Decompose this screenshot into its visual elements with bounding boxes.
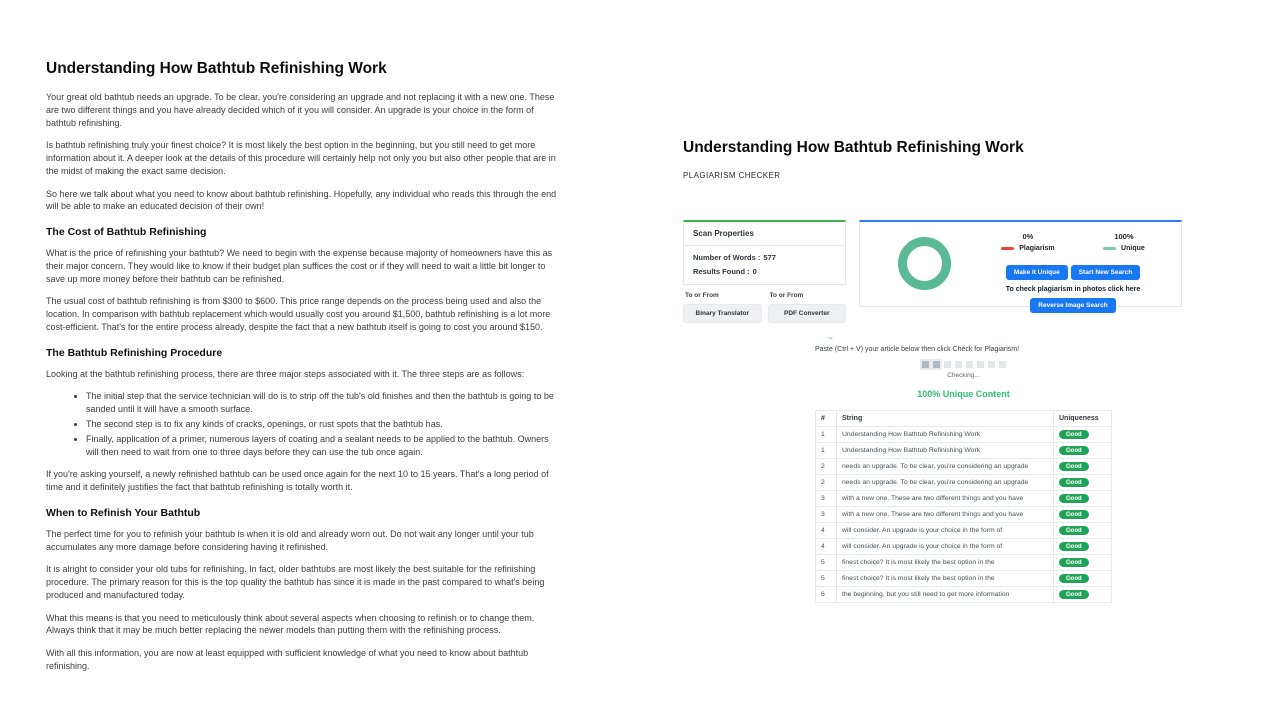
row-string: will consider. An upgrade is your choice in the form of <box>837 539 1054 555</box>
unique-stat <box>1103 232 1145 252</box>
row-number: 5 <box>816 571 837 587</box>
scan-properties-card <box>683 220 846 285</box>
table-row <box>816 523 1112 539</box>
results-table <box>815 410 1112 603</box>
plagiarism-stat <box>1001 232 1054 252</box>
bullet-item: • Finally, application of a primer, numerous layers of coating and a sealant needs to be applied to the bathtub. Owners will then need to wait from one to three days before they can use the tub once again. <box>86 433 560 459</box>
row-number: 3 <box>816 507 837 523</box>
results-detail <box>977 230 1169 309</box>
word-count-value: 577 <box>763 253 776 262</box>
plagiarism-dash-icon <box>1001 247 1014 250</box>
binary-translator-group <box>683 289 762 323</box>
row-number: 2 <box>816 475 837 491</box>
unique-label: Unique <box>1121 245 1145 252</box>
unique-dash-icon <box>1103 247 1116 250</box>
row-uniqueness-cell <box>1054 571 1112 587</box>
progress-square <box>988 361 995 368</box>
paragraph: What is the price of refinishing your bathtub? We need to begin with the expense because majority of homeowners have this as their major concern. They would like to know if their budget plan suffices the cost or if they will need to wait a little bit longer to save up more money before their bathtub can be refinished. <box>46 248 553 284</box>
row-uniqueness-cell <box>1054 555 1112 571</box>
to-or-from-label-left: To or From <box>685 292 719 299</box>
section-heading: The Bathtub Refinishing Procedure <box>46 346 223 359</box>
results-found-label: Results Found : <box>693 267 750 276</box>
header-uniqueness: Uniqueness <box>1054 411 1112 427</box>
bullet-list <box>46 390 560 458</box>
uniqueness-badge: Good <box>1059 462 1089 471</box>
table-row <box>816 571 1112 587</box>
header-string: String <box>837 411 1054 427</box>
results-legend <box>977 232 1169 252</box>
table-row <box>816 507 1112 523</box>
table-row <box>816 443 1112 459</box>
progress-square <box>922 361 929 368</box>
pdf-converter-group <box>768 289 847 323</box>
results-table-body <box>816 427 1112 603</box>
plagiarism-label-row <box>1001 245 1054 252</box>
progress-square <box>955 361 962 368</box>
table-row <box>816 539 1112 555</box>
results-card <box>859 220 1182 307</box>
report-section <box>815 335 1112 603</box>
paragraph: It is alright to consider your old tubs for refinishing. In fact, older bathtubs are most likely the best suitable for the refinishing procedure. The primary reason for this is the top quality the bathtub has since it is made in the past compared to what's being produced and manufactured today. <box>46 564 545 600</box>
to-or-from-label-right: To or From <box>769 292 804 299</box>
table-row <box>816 491 1112 507</box>
uniqueness-badge: Good <box>1059 446 1089 455</box>
bullet-item: • The second step is to fix any kinds of cracks, openings, or rust spots that the bathtub has. <box>86 418 560 431</box>
unique-label-row <box>1103 245 1145 252</box>
row-string: finest choice? It is most likely the best option in the <box>837 555 1054 571</box>
word-count-label: Number of Words : <box>693 253 761 262</box>
progress-square <box>933 361 940 368</box>
converter-tools-row <box>683 289 846 323</box>
uniqueness-badge: Good <box>1059 590 1089 599</box>
table-row <box>816 459 1112 475</box>
row-uniqueness-cell <box>1054 491 1112 507</box>
progress-square <box>999 361 1006 368</box>
row-number: 1 <box>816 427 837 443</box>
progress-square <box>977 361 984 368</box>
bullet-item: • The initial step that the service technician will do is to strip off the tub's old finishes and then the bathtub is going to be sanded until it will have a smooth surface. <box>86 390 560 416</box>
unique-content-verdict: 100% Unique Content <box>917 389 1010 399</box>
paste-hint-icon: ~ <box>828 334 833 343</box>
checking-status: Checking... <box>947 372 980 379</box>
row-string: needs an upgrade. To be clear, you're considering an upgrade <box>837 475 1054 491</box>
table-header-row <box>816 411 1112 427</box>
uniqueness-badge: Good <box>1059 494 1089 503</box>
row-uniqueness-cell <box>1054 507 1112 523</box>
row-uniqueness-cell <box>1054 427 1112 443</box>
row-string: finest choice? It is most likely the best option in the <box>837 571 1054 587</box>
plagiarism-label: Plagiarism <box>1019 245 1055 252</box>
row-number: 5 <box>816 555 837 571</box>
donut-wrap <box>872 230 977 296</box>
row-number: 4 <box>816 539 837 555</box>
row-string: needs an upgrade. To be clear, you're considering an upgrade <box>837 459 1054 475</box>
summary-cards-row <box>683 220 1213 323</box>
binary-translator-button[interactable]: Binary Translator <box>683 304 762 323</box>
row-number: 2 <box>816 459 837 475</box>
uniqueness-badge: Good <box>1059 558 1089 567</box>
scan-properties-heading: Scan Properties <box>684 222 845 246</box>
checker-subtitle: PLAGIARISM CHECKER <box>683 171 781 180</box>
uniqueness-badge: Good <box>1059 526 1089 535</box>
paste-instruction: Paste (Ctrl + V) your article below then click Check for Plagiarism! <box>815 346 1020 353</box>
uniqueness-badge: Good <box>1059 430 1089 439</box>
paragraph: Your great old bathtub needs an upgrade. To be clear, you're considering an upgrade and not replacing it with a new one. These are two different things and you have already decided which of it you will consider. An upgrade is your choice in the form of bathtub refinishing. <box>46 92 555 128</box>
uniqueness-badge: Good <box>1059 542 1089 551</box>
row-string: with a new one. These are two different things and you have <box>837 491 1054 507</box>
row-number: 1 <box>816 443 837 459</box>
row-number: 3 <box>816 491 837 507</box>
section-heading: When to Refinish Your Bathtub <box>46 506 201 519</box>
row-uniqueness-cell <box>1054 587 1112 603</box>
progress-square <box>966 361 973 368</box>
pdf-converter-button[interactable]: PDF Converter <box>768 304 847 323</box>
row-number: 6 <box>816 587 837 603</box>
document-body <box>46 91 560 673</box>
scan-properties-column <box>683 220 846 323</box>
uniqueness-badge: Good <box>1059 478 1089 487</box>
progress-bar <box>815 361 1112 368</box>
unique-value: 100% <box>1114 232 1134 241</box>
section-heading: The Cost of Bathtub Refinishing <box>46 226 207 239</box>
row-string: Understanding How Bathtub Refinishing Work <box>837 427 1054 443</box>
results-table-head <box>816 411 1112 427</box>
row-uniqueness-cell <box>1054 475 1112 491</box>
uniqueness-badge: Good <box>1059 574 1089 583</box>
photo-plagiarism-hint: To check plagiarism in photos click here <box>1005 286 1141 293</box>
row-uniqueness-cell <box>1054 459 1112 475</box>
row-number: 4 <box>816 523 837 539</box>
row-string: will consider. An upgrade is your choice in the form of <box>837 523 1054 539</box>
row-string: the beginning, but you still need to get more information <box>837 587 1054 603</box>
action-buttons-row <box>1006 265 1140 280</box>
results-found-line <box>693 267 836 276</box>
table-row <box>816 555 1112 571</box>
header-number: # <box>816 411 837 427</box>
paragraph: What this means is that you need to meticulously think about several aspects when choosing to refinish or to change them. Always think that it may be much better replacing the newer models than putting them with the refinishing process. <box>46 612 535 636</box>
row-uniqueness-cell <box>1054 539 1112 555</box>
paragraph: If you're asking yourself, a newly refinished bathtub can be used once again for the next 10 to 15 years. That's a long period of time and it definitely justifies the fact that bathtub refinishing is totally worth it. <box>46 469 549 493</box>
row-string: Understanding How Bathtub Refinishing Work <box>837 443 1054 459</box>
table-row <box>816 427 1112 443</box>
plagiarism-checker-panel <box>683 139 1213 603</box>
uniqueness-donut-chart <box>898 237 951 290</box>
make-it-unique-button[interactable]: Make it Unique <box>1006 265 1068 280</box>
progress-square <box>944 361 951 368</box>
document-title: Understanding How Bathtub Refinishing Work <box>46 60 387 77</box>
scan-properties-body <box>684 246 845 284</box>
plagiarism-value: 0% <box>1022 232 1034 241</box>
paragraph: Is bathtub refinishing truly your finest choice? It is most likely the best option in the beginning, but you still need to get more information about it. A deeper look at the details of this procedure will certainly help not only you but also other people that are in the midst of making the exact same decision. <box>46 140 556 176</box>
row-uniqueness-cell <box>1054 523 1112 539</box>
paragraph: Looking at the bathtub refinishing process, there are three major steps associated with it. The three steps are as follows: <box>46 368 525 379</box>
uniqueness-badge: Good <box>1059 510 1089 519</box>
paragraph: The usual cost of bathtub refinishing is from $300 to $600. This price range depends on the process being used and also the location. In comparison with bathtub replacement which would usually cost you around $1,500, bathtub refinishing is a lot more cost-efficient. That's for the entire process already, despite the fact that a new bathtub itself is going to cost you around $150. <box>46 296 551 332</box>
paragraph: The perfect time for you to refinish your bathtub is when it is old and already worn out. Do not wait any longer until your tub accumulates any more damage before considering having it refinished. <box>46 528 534 552</box>
table-row <box>816 587 1112 603</box>
paragraph: With all this information, you are now at least equipped with sufficient knowledge of what you need to know about bathtub refinishing. <box>46 648 529 671</box>
table-row <box>816 475 1112 491</box>
start-new-search-button[interactable]: Start New Search <box>1071 265 1140 280</box>
results-found-value: 0 <box>752 267 757 276</box>
article-document <box>46 60 560 683</box>
checker-title: Understanding How Bathtub Refinishing Work <box>683 139 1024 156</box>
word-count-line <box>693 253 836 262</box>
row-string: with a new one. These are two different things and you have <box>837 507 1054 523</box>
row-uniqueness-cell <box>1054 443 1112 459</box>
paragraph: So here we talk about what you need to know about bathtub refinishing. Hopefully, any individual who reads this through the end will be able to make an educated decision of their own! <box>46 188 557 212</box>
reverse-image-search-button[interactable]: Reverse Image Search <box>1030 298 1115 313</box>
